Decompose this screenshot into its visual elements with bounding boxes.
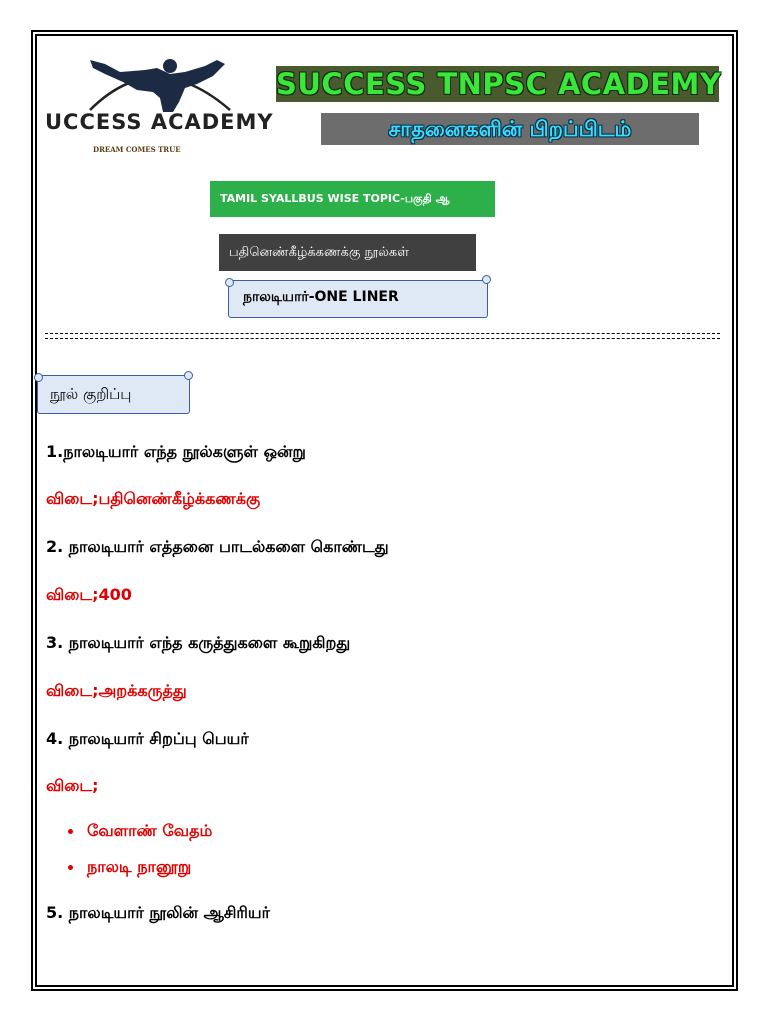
section-divider [45, 333, 720, 339]
answer-2: விடை;400 [46, 585, 132, 604]
academy-subtitle [321, 113, 699, 145]
scroll-curl-icon [225, 278, 234, 287]
title-banner-text: நாலடியார்-ONE LINER [243, 289, 399, 305]
academy-logo [45, 50, 295, 160]
list-item [68, 821, 212, 842]
academy-title [276, 66, 722, 102]
question-2: 2. நாலடியார் எத்தனை பாடல்களை கொண்டது [46, 537, 389, 556]
logo-tagline: DREAM COMES TRUE [93, 145, 181, 154]
question-1: 1.நாலடியார் எந்த நூல்களுள் ஒன்று [46, 442, 306, 461]
question-3: 3. நாலடியார் எந்த கருத்துகளை கூறுகிறது [46, 633, 351, 652]
title-banner [228, 280, 488, 318]
answer-1: விடை;பதினெண்கீழ்க்கணக்கு [46, 489, 261, 508]
scroll-curl-icon [184, 371, 193, 380]
category-box: பதினெண்கீழ்க்கணக்கு நூல்கள் [219, 234, 476, 271]
scroll-curl-icon [34, 373, 43, 382]
logo-text: UCCESS ACADEMY [45, 110, 274, 134]
section-label: நூல் குறிப்பு [50, 385, 132, 403]
list-item-text: வேளாண் வேதம் [87, 821, 213, 840]
academy-title-text: SUCCESS TNPSC ACADEMY [276, 67, 722, 101]
page-border-inner [35, 34, 734, 987]
scroll-curl-icon [482, 275, 491, 284]
list-item [68, 857, 191, 878]
question-4: 4. நாலடியார் சிறப்பு பெயர் [46, 729, 249, 748]
answer-3: விடை;அறக்கருத்து [46, 681, 187, 700]
topic-box: TAMIL SYALLBUS WISE TOPIC-பகுதி ஆ [210, 181, 495, 217]
answer-4: விடை; [46, 776, 99, 795]
section-label-box [37, 375, 190, 414]
question-5: 5. நாலடியார் நூலின் ஆசிரியர் [46, 903, 270, 922]
list-item-text: நாலடி நானூறு [87, 857, 192, 876]
academy-subtitle-text: சாதனைகளின் பிறப்பிடம் [388, 117, 632, 141]
bullet-icon [68, 865, 73, 870]
bullet-icon [68, 829, 73, 834]
